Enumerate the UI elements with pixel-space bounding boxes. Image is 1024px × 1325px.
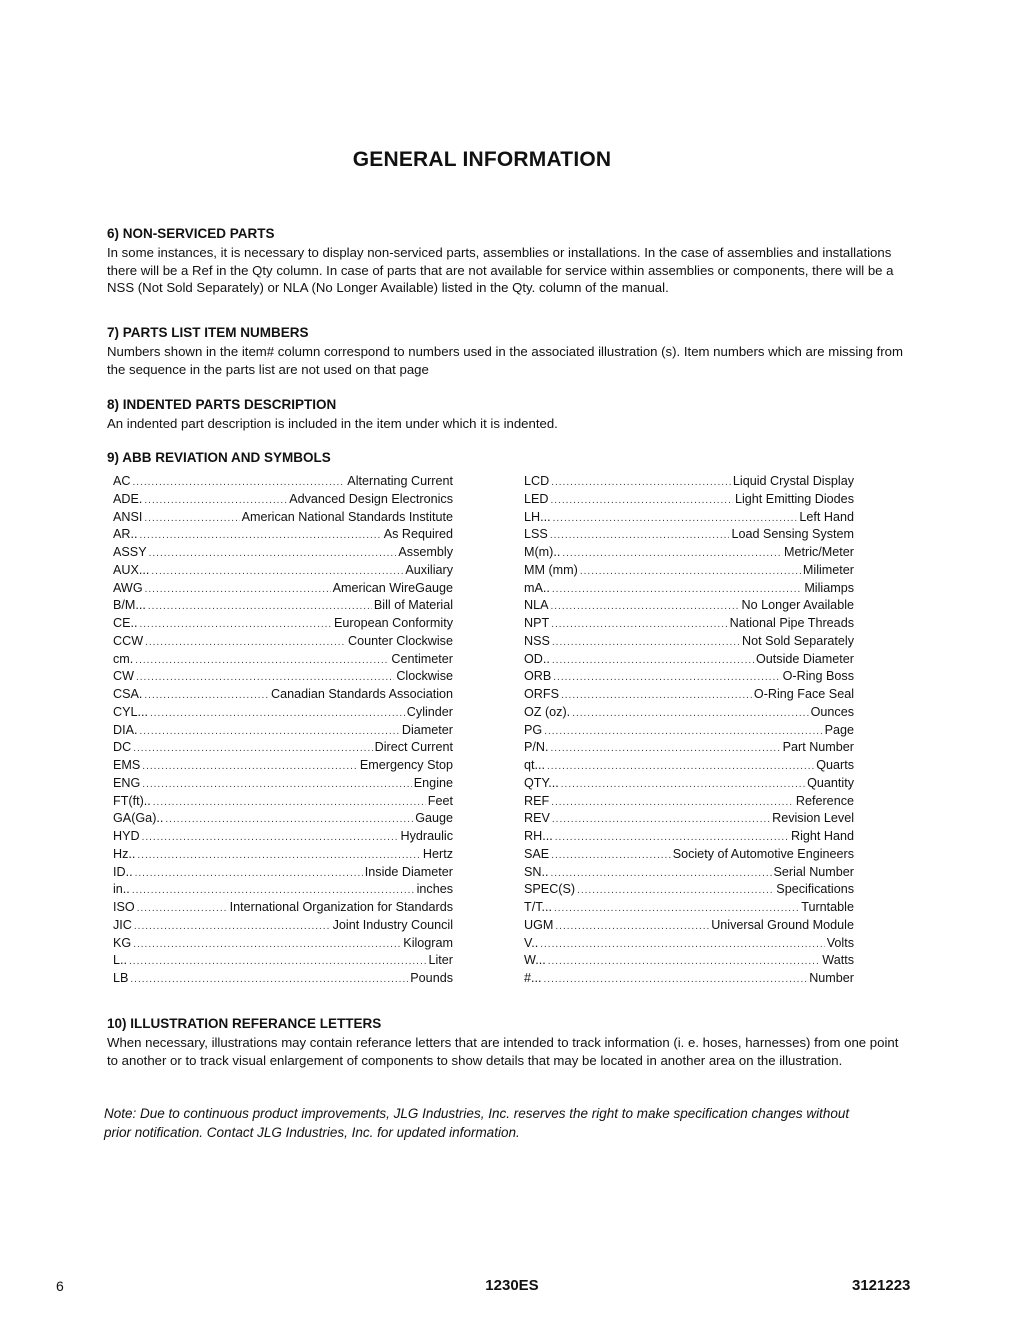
abbreviation-meaning: Turntable	[801, 900, 854, 914]
dot-leader	[551, 740, 781, 757]
dot-leader	[551, 598, 740, 615]
abbreviation-row	[113, 828, 453, 846]
abbreviation-term: AR..	[113, 527, 138, 542]
abbreviation-meaning: Counter Clockwise	[348, 633, 453, 648]
abbreviation-term: AWG	[113, 580, 143, 595]
abbreviation-meaning: National Pipe Threads	[729, 616, 854, 630]
abbreviation-row	[113, 739, 453, 757]
abbreviation-row	[113, 917, 453, 935]
abbreviation-term: SAE	[524, 846, 550, 861]
dot-leader	[561, 776, 805, 793]
abbreviation-row	[524, 810, 854, 828]
dot-leader	[137, 847, 421, 864]
abbreviation-row	[524, 828, 854, 846]
abbreviation-term: NLA	[524, 598, 549, 613]
abbreviation-meaning: Liter	[428, 953, 453, 968]
abbreviation-meaning: American WireGauge	[332, 580, 453, 595]
abbreviation-meaning: Auxiliary	[405, 562, 453, 577]
abbreviation-row	[113, 722, 453, 740]
abbreviation-meaning: Watts	[822, 953, 854, 968]
abbreviation-meaning: Reference	[795, 793, 854, 808]
abbreviation-row	[524, 970, 854, 988]
abbreviation-row	[524, 775, 854, 793]
abbreviation-term: CE..	[113, 616, 138, 630]
section-non-serviced-parts	[107, 225, 907, 297]
abbreviation-row	[524, 739, 854, 757]
dot-leader	[142, 829, 399, 846]
abbreviation-meaning: Gauge	[415, 811, 453, 826]
abbreviation-row	[524, 757, 854, 775]
abbreviation-term: SN..	[524, 864, 549, 879]
abbreviation-meaning: Outside Diameter	[756, 651, 854, 666]
abbreviation-meaning: Part Number	[782, 740, 854, 755]
dot-leader	[140, 616, 332, 633]
abbreviation-row	[524, 917, 854, 935]
section-heading: 9) ABB REVIATION AND SYMBOLS	[107, 450, 331, 465]
dot-leader	[134, 918, 331, 935]
abbreviation-term: M(m)..	[524, 545, 561, 559]
dot-leader	[553, 510, 798, 527]
abbreviation-term: DIA.	[113, 722, 138, 737]
dot-leader	[148, 598, 372, 615]
abbreviation-meaning: Pounds	[410, 971, 453, 985]
abbreviation-term: EMS	[113, 758, 141, 772]
abbreviation-term: CSA.	[113, 687, 143, 701]
abbreviation-row	[524, 846, 854, 864]
abbreviation-meaning: American National Standards Institute	[241, 509, 453, 524]
abbreviation-row	[113, 491, 453, 509]
abbreviation-term: MM (mm)	[524, 562, 578, 577]
dot-leader	[140, 723, 400, 740]
abbreviation-term: OD..	[524, 651, 550, 666]
abbreviation-meaning: Quantity	[807, 775, 854, 790]
dot-leader	[552, 634, 740, 651]
abbreviation-meaning: Specifications	[776, 882, 854, 897]
dot-leader	[153, 794, 426, 811]
section-body: In some instances, it is necessary to display non-serviced parts, assemblies or installations. In the case of assemblies and installations there will be a Ref in the Qty column. In case of parts that are not available for service within assemblies or components, there will be a NSS (Not Sold Separately) or NLA (No Longer Available) listed in the Qty. column of the manual.	[107, 245, 894, 296]
dot-leader	[151, 563, 403, 580]
abbreviation-term: mA..	[524, 580, 550, 595]
abbreviation-row	[113, 881, 453, 899]
section-heading: 7) PARTS LIST ITEM NUMBERS	[107, 325, 309, 340]
dot-leader	[552, 811, 770, 828]
dot-leader	[555, 829, 789, 846]
abbreviation-row	[524, 704, 854, 722]
abbreviation-term: QTY...	[524, 775, 559, 790]
abbreviation-meaning: Diameter	[401, 722, 453, 737]
abbreviation-row	[113, 544, 453, 562]
abbreviation-term: Hz..	[113, 846, 136, 861]
section-illustration-reference-letters	[107, 1015, 907, 1069]
abbreviation-meaning: Clockwise	[396, 669, 453, 684]
abbreviation-row	[524, 473, 854, 491]
dot-leader	[136, 669, 394, 686]
abbreviation-term: NPT	[524, 616, 550, 630]
section-abbreviations	[107, 449, 907, 468]
abbreviation-meaning: Centimeter	[391, 651, 453, 666]
abbreviation-term: CCW	[113, 633, 144, 648]
dot-leader	[551, 847, 670, 864]
abbreviation-term: RH...	[524, 829, 553, 843]
dot-leader	[142, 758, 358, 775]
abbreviation-term: ENG	[113, 775, 141, 790]
dot-leader	[133, 474, 346, 491]
abbreviation-meaning: Alternating Current	[347, 474, 453, 488]
abbreviation-row	[113, 473, 453, 491]
abbreviation-term: P/N.	[524, 740, 549, 755]
abbreviation-row	[524, 722, 854, 740]
abbreviation-meaning: Serial Number	[773, 864, 854, 879]
dot-leader	[130, 971, 408, 988]
abbreviation-meaning: Volts	[826, 935, 854, 950]
abbreviation-meaning: Society of Automotive Engineers	[672, 846, 854, 861]
dot-leader	[142, 776, 411, 793]
abbreviation-term: W...	[524, 953, 546, 968]
dot-leader	[552, 581, 802, 598]
abbreviation-row	[524, 864, 854, 882]
abbreviation-term: KG	[113, 935, 132, 950]
dot-leader	[140, 527, 382, 544]
dot-leader	[144, 492, 287, 509]
dot-leader	[137, 900, 228, 917]
abbreviation-term: ADE.	[113, 491, 143, 506]
abbreviation-row	[113, 952, 453, 970]
abbreviation-term: qt...	[524, 758, 545, 772]
abbreviation-term: CYL...	[113, 704, 148, 719]
abbreviation-list-left	[113, 473, 453, 988]
section-heading: 8) INDENTED PARTS DESCRIPTION	[107, 397, 337, 412]
abbreviation-term: ISO	[113, 900, 135, 914]
abbreviation-row	[113, 526, 453, 544]
abbreviation-row	[524, 509, 854, 527]
abbreviation-meaning: Direct Current	[374, 740, 453, 755]
abbreviation-term: GA(Ga)..	[113, 811, 164, 826]
abbreviation-term: LCD	[524, 474, 550, 488]
abbreviation-term: ORB	[524, 669, 552, 684]
abbreviation-row	[524, 686, 854, 704]
section-body: When necessary, illustrations may contain referance letters that are intended to track information (i. e. hoses, harnesses) from one point to another or to track visual enlargement of components to show details that may be located in another area on the illustration.	[107, 1035, 899, 1068]
abbreviation-meaning: Hydraulic	[400, 829, 453, 843]
dot-leader	[540, 936, 824, 953]
abbreviation-term: ASSY	[113, 545, 147, 559]
section-heading: 6) NON-SERVICED PARTS	[107, 226, 275, 241]
dot-leader	[144, 687, 269, 704]
abbreviation-row	[524, 952, 854, 970]
abbreviation-meaning: Load Sensing System	[731, 527, 854, 542]
abbreviation-term: AC	[113, 474, 131, 488]
abbreviation-term: UGM	[524, 917, 554, 932]
abbreviation-meaning: Milimeter	[802, 562, 854, 577]
dot-leader	[145, 581, 331, 598]
abbreviation-row	[113, 668, 453, 686]
abbreviation-meaning: Light Emitting Diodes	[734, 491, 854, 506]
abbreviation-term: V..	[524, 935, 539, 950]
dot-leader	[553, 669, 780, 686]
abbreviation-term: LB	[113, 971, 129, 985]
abbreviation-term: HYD	[113, 829, 140, 843]
abbreviation-row	[113, 775, 453, 793]
abbreviation-row	[524, 615, 854, 633]
abbreviation-row	[524, 562, 854, 580]
abbreviation-row	[524, 544, 854, 562]
abbreviation-meaning: Emergency Stop	[359, 758, 453, 772]
dot-leader	[165, 811, 413, 828]
abbreviation-row	[113, 704, 453, 722]
abbreviation-term: AUX...	[113, 562, 150, 577]
abbreviation-meaning: O-Ring Boss	[782, 669, 854, 684]
dot-leader	[551, 616, 727, 633]
abbreviation-row	[113, 580, 453, 598]
section-heading: 10) ILLUSTRATION REFERANCE LETTERS	[107, 1016, 382, 1031]
dot-leader	[555, 918, 709, 935]
footer-page-number: 6	[56, 1278, 64, 1294]
abbreviation-term: DC	[113, 740, 132, 755]
abbreviation-term: OZ (oz).	[524, 704, 571, 719]
dot-leader	[551, 474, 731, 491]
dot-leader	[547, 758, 814, 775]
abbreviation-row	[113, 509, 453, 527]
dot-leader	[150, 705, 405, 722]
abbreviation-meaning: International Organization for Standards	[229, 900, 453, 914]
abbreviation-meaning: Quarts	[816, 758, 854, 772]
abbreviation-row	[524, 580, 854, 598]
abbreviation-meaning: Inside Diameter	[364, 864, 453, 879]
abbreviation-row	[524, 881, 854, 899]
abbreviation-meaning: O-Ring Face Seal	[753, 687, 854, 701]
abbreviation-row	[524, 899, 854, 917]
abbreviation-meaning: inches	[416, 882, 453, 897]
abbreviation-term: CW	[113, 669, 134, 684]
dot-leader	[562, 545, 782, 562]
abbreviation-term: SPEC(S)	[524, 882, 576, 897]
abbreviation-term: B/M...	[113, 598, 146, 613]
dot-leader	[544, 971, 808, 988]
section-body: An indented part description is included in the item under which it is indented.	[107, 416, 558, 431]
abbreviation-row	[113, 562, 453, 580]
abbreviation-meaning: Metric/Meter	[784, 545, 854, 559]
abbreviation-row	[524, 668, 854, 686]
dot-leader	[551, 865, 772, 882]
dot-leader	[133, 936, 401, 953]
abbreviation-term: LED	[524, 491, 549, 506]
dot-leader	[145, 634, 346, 651]
dot-leader	[577, 882, 774, 899]
dot-leader	[544, 723, 822, 740]
abbreviation-term: NSS	[524, 633, 550, 648]
abbreviation-term: ORFS	[524, 687, 559, 701]
abbreviation-row	[524, 633, 854, 651]
abbreviation-row	[524, 491, 854, 509]
abbreviation-meaning: European Conformity	[333, 616, 453, 630]
abbreviation-row	[524, 526, 854, 544]
dot-leader	[129, 953, 426, 970]
abbreviation-meaning: Liquid Crystal Display	[732, 474, 854, 488]
abbreviation-meaning: No Longer Available	[741, 598, 854, 613]
abbreviation-meaning: Bill of Material	[373, 598, 453, 613]
dot-leader	[561, 687, 752, 704]
abbreviation-term: FT(ft)..	[113, 793, 151, 808]
dot-leader	[572, 705, 808, 722]
abbreviation-meaning: Right Hand	[790, 829, 854, 843]
abbreviation-meaning: Advanced Design Electronics	[289, 491, 453, 506]
abbreviation-term: L..	[113, 953, 128, 968]
abbreviation-term: REV	[524, 811, 550, 826]
abbreviation-meaning: Kilogram	[403, 935, 453, 950]
disclaimer-note: Note: Due to continuous product improvements, JLG Industries, Inc. reserves the right to make specification changes without prior notification. Contact JLG Industries, Inc. for updated information.	[104, 1106, 850, 1140]
abbreviation-row	[524, 597, 854, 615]
abbreviation-term: cm.	[113, 651, 134, 666]
abbreviation-meaning: Engine	[413, 775, 453, 790]
abbreviation-row	[113, 899, 453, 917]
dot-leader	[135, 652, 389, 669]
abbreviation-row	[113, 793, 453, 811]
dot-leader	[133, 740, 372, 757]
section-body: Numbers shown in the item# column correspond to numbers used in the associated illustration (s). Item numbers which are missing from the sequence in the parts list are not used on that page	[107, 344, 903, 377]
section-parts-list-item-numbers	[107, 324, 907, 378]
abbreviation-term: ANSI	[113, 509, 143, 524]
section-indented-parts-description	[107, 396, 907, 433]
abbreviation-row	[524, 935, 854, 953]
dot-leader	[550, 527, 730, 544]
dot-leader	[580, 563, 801, 580]
dot-leader	[554, 900, 799, 917]
abbreviation-row	[113, 846, 453, 864]
abbreviation-meaning: Number	[809, 971, 854, 985]
abbreviation-meaning: Feet	[427, 793, 453, 808]
abbreviation-meaning: Page	[824, 722, 854, 737]
abbreviation-term: #...	[524, 971, 542, 985]
abbreviation-row	[113, 810, 453, 828]
abbreviation-term: LH...	[524, 509, 551, 524]
abbreviation-row	[113, 597, 453, 615]
abbreviation-term: REF	[524, 793, 550, 808]
abbreviation-row	[113, 686, 453, 704]
abbreviation-meaning: As Required	[383, 527, 453, 542]
dot-leader	[548, 953, 821, 970]
footer-model: 1230ES	[485, 1277, 539, 1294]
abbreviation-term: in..	[113, 882, 130, 897]
dot-leader	[135, 865, 363, 882]
footer-doc-number: 3121223	[852, 1277, 911, 1294]
abbreviation-meaning: Canadian Standards Association	[270, 687, 453, 701]
abbreviation-meaning: Revision Level	[772, 811, 854, 826]
abbreviation-meaning: Cylinder	[406, 704, 453, 719]
abbreviation-row	[113, 970, 453, 988]
abbreviation-term: PG	[524, 722, 543, 737]
abbreviation-term: T/T...	[524, 900, 552, 914]
abbreviation-term: JIC	[113, 917, 132, 932]
abbreviation-meaning: Left Hand	[799, 509, 854, 524]
dot-leader	[132, 882, 415, 899]
abbreviation-meaning: Miliamps	[804, 580, 854, 595]
abbreviation-row	[113, 633, 453, 651]
abbreviation-row	[524, 651, 854, 669]
abbreviation-meaning: Not Sold Separately	[741, 633, 854, 648]
dot-leader	[149, 545, 397, 562]
abbreviation-meaning: Ounces	[810, 704, 854, 719]
abbreviation-term: ID..	[113, 864, 133, 879]
abbreviation-meaning: Joint Industry Council	[332, 917, 453, 932]
dot-leader	[551, 794, 794, 811]
abbreviation-list-right	[524, 473, 854, 988]
abbreviation-meaning: Universal Ground Module	[711, 917, 854, 932]
abbreviation-row	[113, 864, 453, 882]
abbreviation-row	[113, 757, 453, 775]
abbreviation-meaning: Hertz	[422, 846, 453, 861]
abbreviation-row	[113, 615, 453, 633]
dot-leader	[552, 652, 754, 669]
abbreviation-row	[113, 935, 453, 953]
abbreviation-row	[113, 651, 453, 669]
abbreviation-meaning: Assembly	[398, 545, 453, 559]
abbreviation-term: LSS	[524, 527, 548, 542]
dot-leader	[551, 492, 733, 509]
page-title: GENERAL INFORMATION	[352, 148, 612, 171]
dot-leader	[144, 510, 239, 527]
abbreviation-row	[524, 793, 854, 811]
